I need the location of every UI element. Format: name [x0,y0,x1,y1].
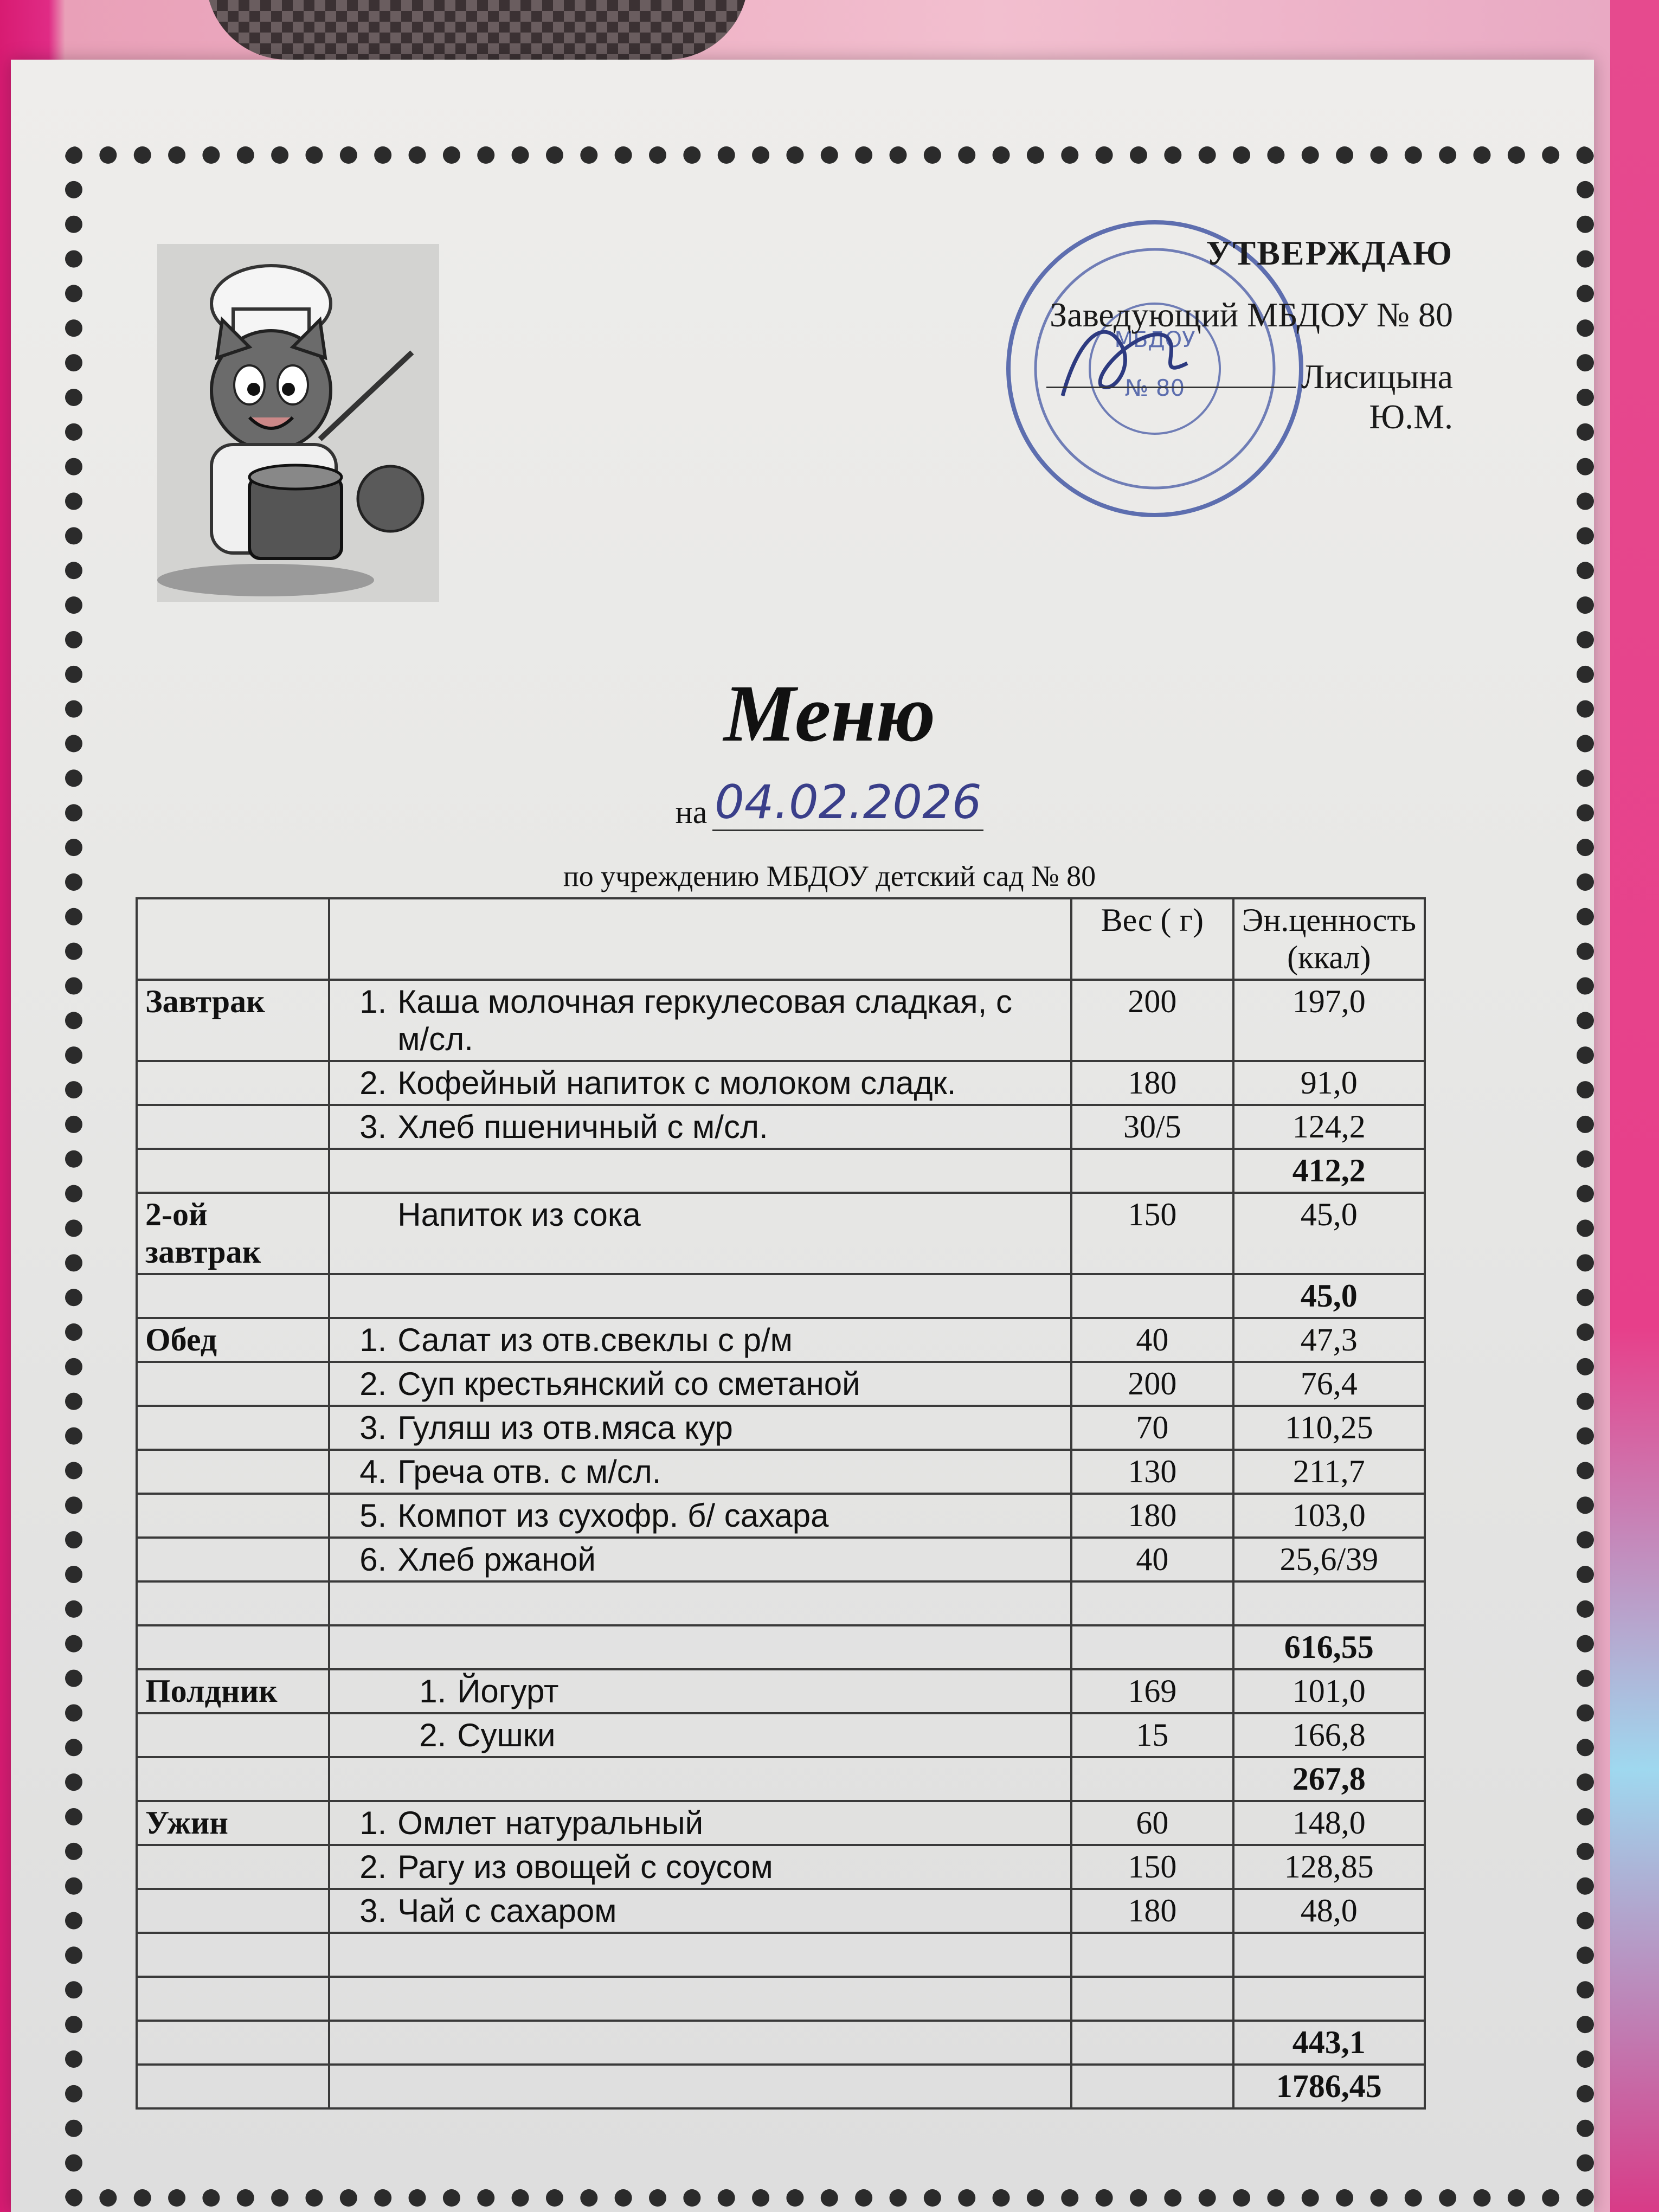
table-row [137,1669,1425,1713]
dish-number: 6. [359,1541,387,1578]
dish-name: Омлет натуральный [397,1805,704,1841]
dish-cell [329,1581,1071,1625]
dish-number: 2. [359,1065,387,1101]
dish-number: 1. [359,1805,387,1841]
weight-cell: 200 [1071,1362,1233,1406]
energy-cell: 128,85 [1233,1845,1425,1889]
dish-name: Греча отв. с м/сл. [397,1454,661,1490]
dish-cell [329,1149,1071,1193]
dish-number: 3. [359,1410,387,1446]
table-row [137,1193,1425,1274]
table-row [137,2065,1425,2108]
weight-cell: 30/5 [1071,1105,1233,1149]
weight-cell [1071,2065,1233,2108]
energy-cell: 25,6/39 [1233,1538,1425,1581]
dish-cell [329,1933,1071,1977]
energy-cell: 45,0 [1233,1193,1425,1274]
meal-cell [137,1889,329,1933]
table-row [137,1977,1425,2021]
weight-cell [1071,1933,1233,1977]
meal-cell [137,2021,329,2065]
table-row [137,1581,1425,1625]
dish-cell [329,1061,1071,1105]
weight-cell: 180 [1071,1494,1233,1538]
menu-date: 04.02.2026 [712,775,983,831]
meal-cell [137,1933,329,1977]
menu-table [136,897,1426,2110]
meal-cell [137,1105,329,1149]
energy-cell: 211,7 [1233,1450,1425,1494]
dish-number: 2. [419,1717,447,1753]
weight-cell: 60 [1071,1801,1233,1845]
chef-cat-illustration [157,244,439,602]
meal-cell [137,1149,329,1193]
approval-position: Заведующий МБДОУ № 80 [1050,295,1453,334]
meal-cell: Ужин [137,1801,329,1845]
dish-cell [329,1105,1071,1149]
energy-cell: 48,0 [1233,1889,1425,1933]
meal-cell [137,1625,329,1669]
dish-cell [329,1274,1071,1318]
energy-cell: 124,2 [1233,1105,1425,1149]
dish-cell [329,1362,1071,1406]
table-row [137,1318,1425,1362]
weight-cell: 15 [1071,1713,1233,1757]
energy-total-cell: 616,55 [1233,1625,1425,1669]
table-row [137,1494,1425,1538]
dish-cell [329,1538,1071,1581]
signature-line [1046,387,1296,388]
weight-cell: 180 [1071,1061,1233,1105]
dish-cell [329,1494,1071,1538]
header-energy: Эн.ценность (ккал) [1233,898,1425,980]
weight-cell: 169 [1071,1669,1233,1713]
dish-name: Салат из отв.свеклы с р/м [397,1322,793,1358]
meal-cell: Завтрак [137,980,329,1061]
dish-number: 3. [359,1893,387,1929]
dish-cell [329,1669,1071,1713]
table-header-row [137,898,1425,980]
header-dish [329,898,1071,980]
table-row [137,1274,1425,1318]
weight-cell [1071,1149,1233,1193]
institution-line: по учреждению МБДОУ детский сад № 80 [563,860,1096,892]
table-row [137,980,1425,1061]
table-row [137,1933,1425,1977]
dish-cell [329,1450,1071,1494]
weight-cell [1071,1581,1233,1625]
weight-cell: 200 [1071,980,1233,1061]
dish-number: 5. [359,1497,387,1534]
dish-number: 4. [359,1454,387,1490]
seal-number: № 80 [1124,375,1185,401]
weight-cell: 40 [1071,1538,1233,1581]
header-weight: Вес ( г) [1071,898,1233,980]
dish-name: Кофейный напиток с молоком сладк. [397,1065,956,1101]
dish-name: Хлеб пшеничный с м/сл. [397,1109,768,1145]
dish-name: Гуляш из отв.мяса кур [397,1410,733,1446]
meal-cell [137,1713,329,1757]
dish-number: 2. [359,1849,387,1885]
dish-name: Рагу из овощей с соусом [397,1849,773,1885]
energy-total-cell: 1786,45 [1233,2065,1425,2108]
dish-number: 1. [419,1673,447,1709]
energy-cell: 110,25 [1233,1406,1425,1450]
table-row [137,1105,1425,1149]
meal-cell: 2-ой завтрак [137,1193,329,1274]
menu-title: Меню [723,668,936,758]
dish-name: Чай с сахаром [397,1893,617,1929]
dish-cell [329,2021,1071,2065]
dish-cell [329,1845,1071,1889]
energy-cell: 103,0 [1233,1494,1425,1538]
checkered-pad [206,0,748,60]
table-row [137,2021,1425,2065]
approval-signature-row [965,357,1453,437]
weight-cell: 40 [1071,1318,1233,1362]
dish-cell [329,1889,1071,1933]
table-row [137,1406,1425,1450]
date-row [0,775,1659,831]
dish-cell [329,980,1071,1061]
meal-cell [137,1494,329,1538]
dish-name: Хлеб ржаной [397,1541,596,1578]
table-row [137,1713,1425,1757]
energy-cell: 166,8 [1233,1713,1425,1757]
dish-cell [329,1757,1071,1801]
weight-cell: 180 [1071,1889,1233,1933]
dish-number: 1. [359,983,387,1020]
weight-cell [1071,1625,1233,1669]
dish-cell [329,1625,1071,1669]
meal-cell [137,1757,329,1801]
weight-cell: 150 [1071,1845,1233,1889]
dish-cell [329,1318,1071,1362]
dish-name: Йогурт [457,1673,559,1709]
approval-name: Лисицына Ю.М. [1301,357,1453,436]
table-row [137,1801,1425,1845]
dish-cell [329,1801,1071,1845]
energy-cell: 47,3 [1233,1318,1425,1362]
table-row [137,1625,1425,1669]
table-row [137,1362,1425,1406]
meal-cell [137,1977,329,2021]
meal-cell [137,1274,329,1318]
weight-cell [1071,2021,1233,2065]
header-meal [137,898,329,980]
dish-name: Каша молочная геркулесовая сладкая, с м/сл. [397,983,1012,1057]
meal-cell [137,1406,329,1450]
energy-total-cell: 267,8 [1233,1757,1425,1801]
energy-cell [1233,1977,1425,2021]
energy-total-cell: 443,1 [1233,2021,1425,2065]
energy-cell [1233,1581,1425,1625]
seal-label: МБДОУ [1114,327,1195,352]
dish-number: 2. [359,1366,387,1402]
energy-cell: 91,0 [1233,1061,1425,1105]
meal-cell [137,2065,329,2108]
energy-cell: 148,0 [1233,1801,1425,1845]
dish-cell [329,1193,1071,1274]
energy-cell: 101,0 [1233,1669,1425,1713]
meal-cell: Полдник [137,1669,329,1713]
table-row [137,1061,1425,1105]
dish-cell [329,2065,1071,2108]
meal-cell [137,1538,329,1581]
dish-name: Компот из сухофр. б/ сахара [397,1497,829,1534]
dish-name: Напиток из сока [397,1197,641,1233]
table-row [137,1538,1425,1581]
table-row [137,1845,1425,1889]
energy-cell: 76,4 [1233,1362,1425,1406]
date-prefix: на [675,794,708,830]
dish-cell [329,1713,1071,1757]
meal-cell [137,1362,329,1406]
energy-total-cell: 45,0 [1233,1274,1425,1318]
table-row [137,1889,1425,1933]
approval-block [965,233,1453,459]
meal-cell [137,1845,329,1889]
pink-surface-right [1610,0,1659,2212]
dish-name: Сушки [457,1717,556,1753]
weight-cell: 70 [1071,1406,1233,1450]
meal-cell [137,1061,329,1105]
dish-name: Суп крестьянский со сметаной [397,1366,860,1402]
dish-cell [329,1406,1071,1450]
dish-cell [329,1977,1071,2021]
weight-cell [1071,1274,1233,1318]
table-row [137,1450,1425,1494]
meal-cell: Обед [137,1318,329,1362]
table-row [137,1757,1425,1801]
meal-cell [137,1450,329,1494]
dish-number: 1. [359,1322,387,1358]
weight-cell: 150 [1071,1193,1233,1274]
weight-cell: 130 [1071,1450,1233,1494]
approval-heading: УТВЕРЖДАЮ [1206,234,1453,272]
menu-table-body [137,980,1425,2108]
weight-cell [1071,1757,1233,1801]
energy-cell [1233,1933,1425,1977]
dish-number: 3. [359,1109,387,1145]
energy-total-cell: 412,2 [1233,1149,1425,1193]
meal-cell [137,1581,329,1625]
table-row [137,1149,1425,1193]
energy-cell: 197,0 [1233,980,1425,1061]
weight-cell [1071,1977,1233,2021]
